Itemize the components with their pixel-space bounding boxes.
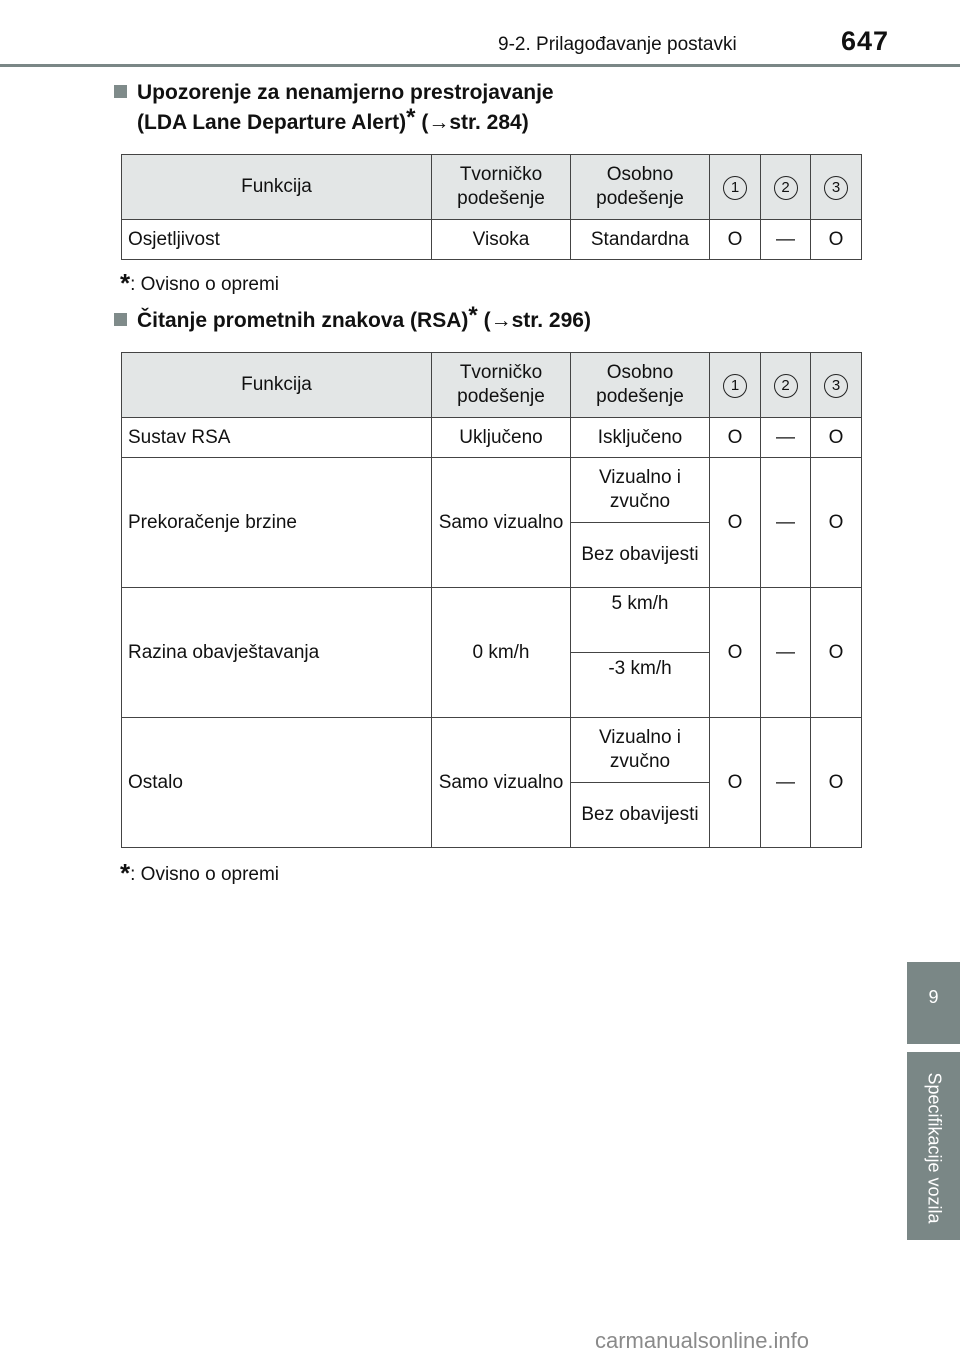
cell-tvornicko: Visoka [432, 220, 571, 260]
circled-3-icon: 3 [824, 374, 848, 398]
cell-setting-3: O [811, 220, 862, 260]
col-header-osobno: Osobno podešenje [571, 155, 710, 220]
section2-heading-text: Čitanje prometnih znakova (RSA) [137, 309, 469, 332]
cell-funkcija: Razina obavještavanja [122, 588, 432, 718]
cell-osobno: Standardna [571, 220, 710, 260]
header-divider [0, 64, 960, 67]
table-row [122, 458, 862, 523]
page-number: 647 [841, 26, 890, 56]
col-header-setting-2 [761, 155, 811, 220]
col-header-setting-1 [710, 155, 761, 220]
watermark: carmanualsonline.info [595, 1328, 810, 1353]
col-header-funkcija: Funkcija [122, 155, 432, 220]
footnote-text: : Ovisno o opremi [130, 864, 280, 885]
chapter-number-tab: 9 [907, 962, 960, 1044]
col-header-osobno: Osobno podešenje [571, 353, 710, 418]
cell-funkcija: Prekoračenje brzine [122, 458, 432, 588]
cell-setting-2: — [761, 458, 811, 588]
cell-funkcija: Ostalo [122, 718, 432, 848]
cell-osobno-option-a: Vizualno i zvučno [571, 718, 710, 783]
cell-setting-2: — [761, 718, 811, 848]
chapter-title: Specifikacije vozila [924, 1072, 945, 1224]
section2-page-ref: str. 296 [511, 309, 584, 332]
col-header-funkcija: Funkcija [122, 353, 432, 418]
table-row [122, 588, 862, 653]
header-section-title: 9-2. Prilagođavanje postavki [498, 34, 737, 55]
ref-arrow-icon: → [490, 309, 512, 332]
col-header-tvornicko: Tvorničko podešenje [432, 353, 571, 418]
lda-settings-table [121, 154, 862, 260]
square-bullet-icon [114, 85, 127, 98]
cell-tvornicko: Samo vizualno [432, 718, 571, 848]
col-header-setting-3 [811, 155, 862, 220]
cell-setting-3: O [811, 588, 862, 718]
circled-2-icon: 2 [774, 176, 798, 200]
table-row [122, 718, 862, 783]
rsa-settings-table [121, 352, 862, 848]
table-header-row [122, 155, 862, 220]
circled-2-icon: 2 [774, 374, 798, 398]
table-row [122, 418, 862, 458]
footnote-asterisk: * [120, 858, 131, 888]
cell-setting-1: O [710, 588, 761, 718]
circled-3-icon: 3 [824, 176, 848, 200]
chapter-title-tab [907, 1052, 960, 1240]
cell-osobno-option-b: -3 km/h [571, 653, 710, 718]
cell-osobno-option-a: Vizualno i zvučno [571, 458, 710, 523]
cell-osobno-option-b: Bez obavijesti [571, 523, 710, 588]
section1-heading-line1: Upozorenje za nenamjerno prestrojavanje [137, 81, 554, 104]
footnote-text: : Ovisno o opremi [130, 274, 280, 295]
cell-setting-1: O [710, 220, 761, 260]
footnote-asterisk: * [120, 268, 131, 298]
col-header-tvornicko: Tvorničko podešenje [432, 155, 571, 220]
cell-osobno-option-a: 5 km/h [571, 588, 710, 653]
cell-osobno-option-b: Bez obavijesti [571, 783, 710, 848]
square-bullet-icon [114, 313, 127, 326]
section2-heading: Čitanje prometnih znakova (RSA)* (→str. 296) [114, 306, 591, 336]
col-header-setting-3 [811, 353, 862, 418]
cell-setting-1: O [710, 718, 761, 848]
table-header-row [122, 353, 862, 418]
section1-heading-line2: (LDA Lane Departure Alert) [137, 111, 407, 134]
section1-heading: Upozorenje za nenamjerno prestrojavanje (LDA Lane Departure Alert)* (→str. 284) [114, 78, 554, 138]
cell-osobno: Isključeno [571, 418, 710, 458]
cell-tvornicko: Uključeno [432, 418, 571, 458]
cell-setting-1: O [710, 418, 761, 458]
cell-setting-3: O [811, 718, 862, 848]
ref-arrow-icon: → [428, 111, 450, 134]
cell-setting-1: O [710, 458, 761, 588]
cell-funkcija: Sustav RSA [122, 418, 432, 458]
cell-setting-2: — [761, 220, 811, 260]
cell-setting-3: O [811, 458, 862, 588]
cell-funkcija: Osjetljivost [122, 220, 432, 260]
circled-1-icon: 1 [723, 176, 747, 200]
table-row [122, 220, 862, 260]
col-header-setting-1 [710, 353, 761, 418]
col-header-setting-2 [761, 353, 811, 418]
cell-tvornicko: 0 km/h [432, 588, 571, 718]
footnote-star: * [468, 302, 478, 329]
section2-footnote [120, 858, 279, 889]
cell-setting-2: — [761, 588, 811, 718]
cell-setting-3: O [811, 418, 862, 458]
circled-1-icon: 1 [723, 374, 747, 398]
footnote-star: * [406, 104, 416, 131]
section1-footnote [120, 268, 279, 299]
section1-page-ref: str. 284 [449, 111, 522, 134]
cell-setting-2: — [761, 418, 811, 458]
cell-tvornicko: Samo vizualno [432, 458, 571, 588]
